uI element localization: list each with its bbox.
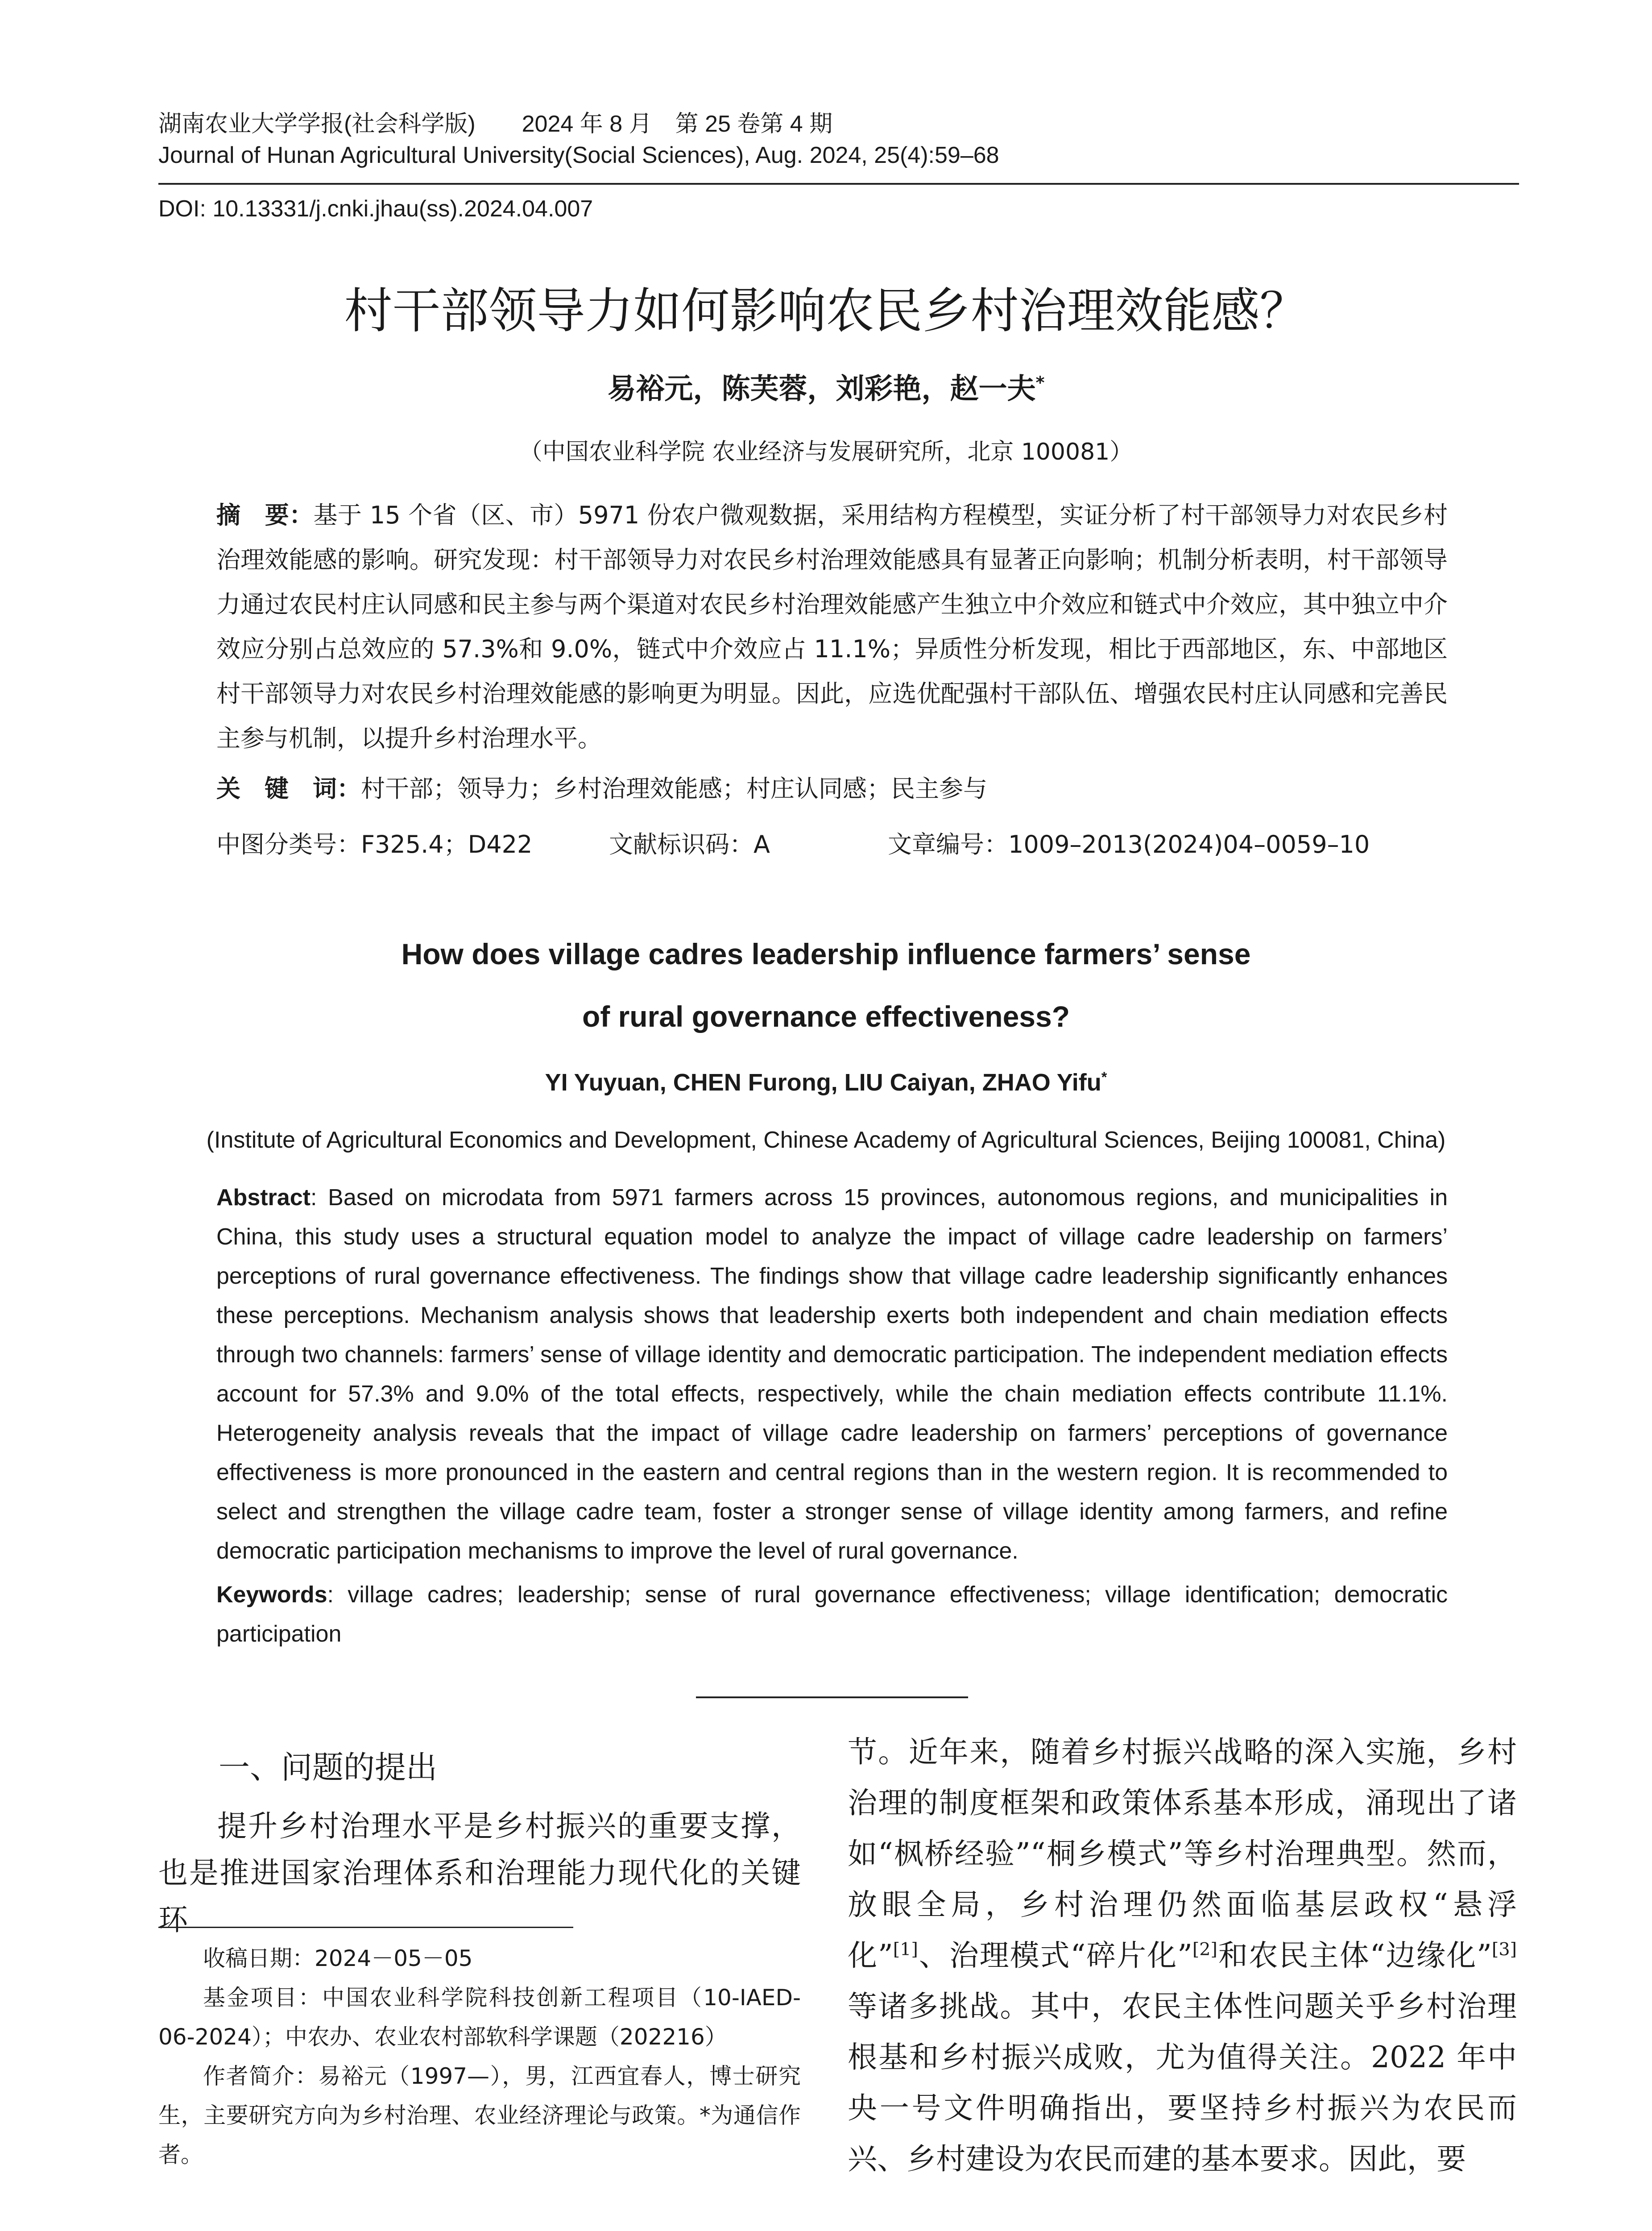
journal-header-en: Journal of Hunan Agricultural University(Social Sciences), Aug. 2024, 25(4):59–68	[158, 142, 999, 168]
title-en-line2: of rural governance effectiveness?	[582, 1000, 1070, 1033]
abstract-cn	[216, 493, 1448, 761]
title-cn: 村干部领导力如何影响农民乡村治理效能感？	[344, 283, 1308, 339]
section-divider	[696, 1696, 968, 1698]
footnotes	[158, 1939, 801, 2174]
footnote-author: 作者简介：易裕元（1997—），男，江西宜春人，博士研究生，主要研究方向为乡村治理、农业经济理论与政策。*为通信作者。	[158, 2063, 801, 2168]
body-left-column	[158, 1803, 801, 1943]
abstract-en	[216, 1178, 1448, 1571]
article-number: 文章编号：1009–2013(2024)04–0059–10	[888, 830, 1370, 858]
affiliation-cn: （中国农业科学院 农业经济与发展研究所，北京 100081）	[519, 439, 1133, 465]
section-heading: 一、问题的提出	[219, 1749, 437, 1786]
document-code: 文献标识码：A	[609, 830, 770, 858]
abstract-cn-text: 基于 15 个省（区、市）5971 份农户微观数据，采用结构方程模型，实证分析了村干部领导力对农民乡村治理效能感的影响。研究发现：村干部领导力对农民乡村治理效能感具有显著正向影响；机制分析表明，村干部领导力通过农民村庄认同感和民主参与两个渠道对农民乡村治理效能感产生独立中介效应和链式中介效应，其中独立中介效应分别占总效应的 57.3%和 9.0%，链式中介效应占 11.1%；异质性分析发现，相比于西部地区，东、中部地区村干部领导力对农民乡村治理效能感的影响更为明显。因此，应选优配强村干部队伍、增强农民村庄认同感和完善民主参与机制，以提升乡村治理水平。	[216, 501, 1448, 752]
keywords-en-label: Keywords	[216, 1582, 327, 1608]
citation-2[interactable]: [2]	[1192, 1939, 1217, 1960]
title-en-line1: How does village cadres leadership influence farmers’ sense	[401, 937, 1251, 970]
authors-en-names: YI Yuyuan, CHEN Furong, LIU Caiyan, ZHAO Yifu	[545, 1069, 1101, 1096]
footnote-rule	[158, 1927, 573, 1928]
corresponding-mark-en: *	[1101, 1069, 1107, 1085]
abstract-cn-label: 摘 要：	[216, 501, 314, 529]
header-rule	[158, 183, 1519, 185]
citation-1[interactable]: [1]	[893, 1939, 918, 1960]
abstract-en-label: Abstract	[216, 1185, 311, 1211]
clc-number: 中图分类号：F325.4；D422	[216, 830, 533, 858]
authors-cn-names: 易裕元，陈芙蓉，刘彩艳，赵一夫	[607, 373, 1036, 406]
doi: DOI: 10.13331/j.cnki.jhau(ss).2024.04.007	[158, 196, 593, 222]
footnote-fund: 基金项目：中国农业科学院科技创新工程项目（10-IAED-06-2024）；中农办、农业农村部软科学课题（202216）	[158, 1985, 801, 2050]
body-text-4: 等诸多挑战。其中，农民主体性问题关乎乡村治理根基和乡村振兴成败，尤为值得关注。2022 年中央一号文件明确指出，要坚持乡村振兴为农民而兴、乡村建设为农民而建的基本要求。因此，要	[848, 1989, 1517, 2176]
keywords-en-text: : village cadres; leadership; sense of rural governance effectiveness; village identification; democratic participation	[216, 1582, 1448, 1647]
body-paragraph-left: 提升乡村治理水平是乡村振兴的重要支撑，也是推进国家治理体系和治理能力现代化的关键环	[158, 1809, 801, 1937]
journal-header-cn: 湖南农业大学学报(社会科学版) 2024 年 8 月 第 25 卷第 4 期	[158, 111, 833, 137]
abstract-en-text: : Based on microdata from 5971 farmers across 15 provinces, autonomous regions, and municipalities in China, this study uses a structural equation model to analyze the impact of village cadre leadership on farmers’ perceptions of rural governance effectiveness. The findings show that village cadre leadership significantly enhances these perceptions. Mechanism analysis shows that leadership exerts both independent and chain mediation effects through two channels: farmers’ sense of village identity and democratic participation. The independent mediation effects account for 57.3% and 9.0% of the total effects, respectively, while the chain mediation effects contribute 11.1%. Heterogeneity analysis reveals that the impact of village cadre leadership on farmers’ perceptions of governance effectiveness is more pronounced in the eastern and central regions than in the western region. It is recommended to select and strengthen the village cadre team, foster a stronger sense of village identity among farmers, and refine democratic participation mechanisms to improve the level of rural governance.	[216, 1185, 1448, 1564]
affiliation-en: (Institute of Agricultural Economics and Development, Chinese Academy of Agricultural Sciences, Beijing 100081, China)	[206, 1127, 1446, 1153]
body-text-2: 、治理模式“碎片化”	[918, 1938, 1192, 1973]
keywords-en	[216, 1575, 1448, 1654]
body-text-1: 节。近年来，随着乡村振兴战略的深入实施，乡村治理的制度框架和政策体系基本形成，涌现出了诸如“枫桥经验”“桐乡模式”等乡村治理典型。然而，放眼全局，乡村治理仍然面临基层政权“悬浮化”	[848, 1735, 1517, 1973]
body-text-3: 和农民主体“边缘化”	[1217, 1938, 1492, 1973]
keywords-cn	[216, 770, 987, 804]
authors-cn	[0, 366, 1652, 407]
citation-3[interactable]: [3]	[1491, 1939, 1517, 1960]
footnote-received: 收稿日期：2024－05－05	[203, 1945, 473, 1971]
corresponding-mark-cn: *	[1035, 373, 1045, 393]
keywords-cn-label: 关 键 词：	[216, 775, 361, 803]
body-right-column	[848, 1727, 1517, 2185]
keywords-cn-text: 村干部；领导力；乡村治理效能感；村庄认同感；民主参与	[361, 775, 987, 803]
authors-en	[0, 1069, 1652, 1096]
